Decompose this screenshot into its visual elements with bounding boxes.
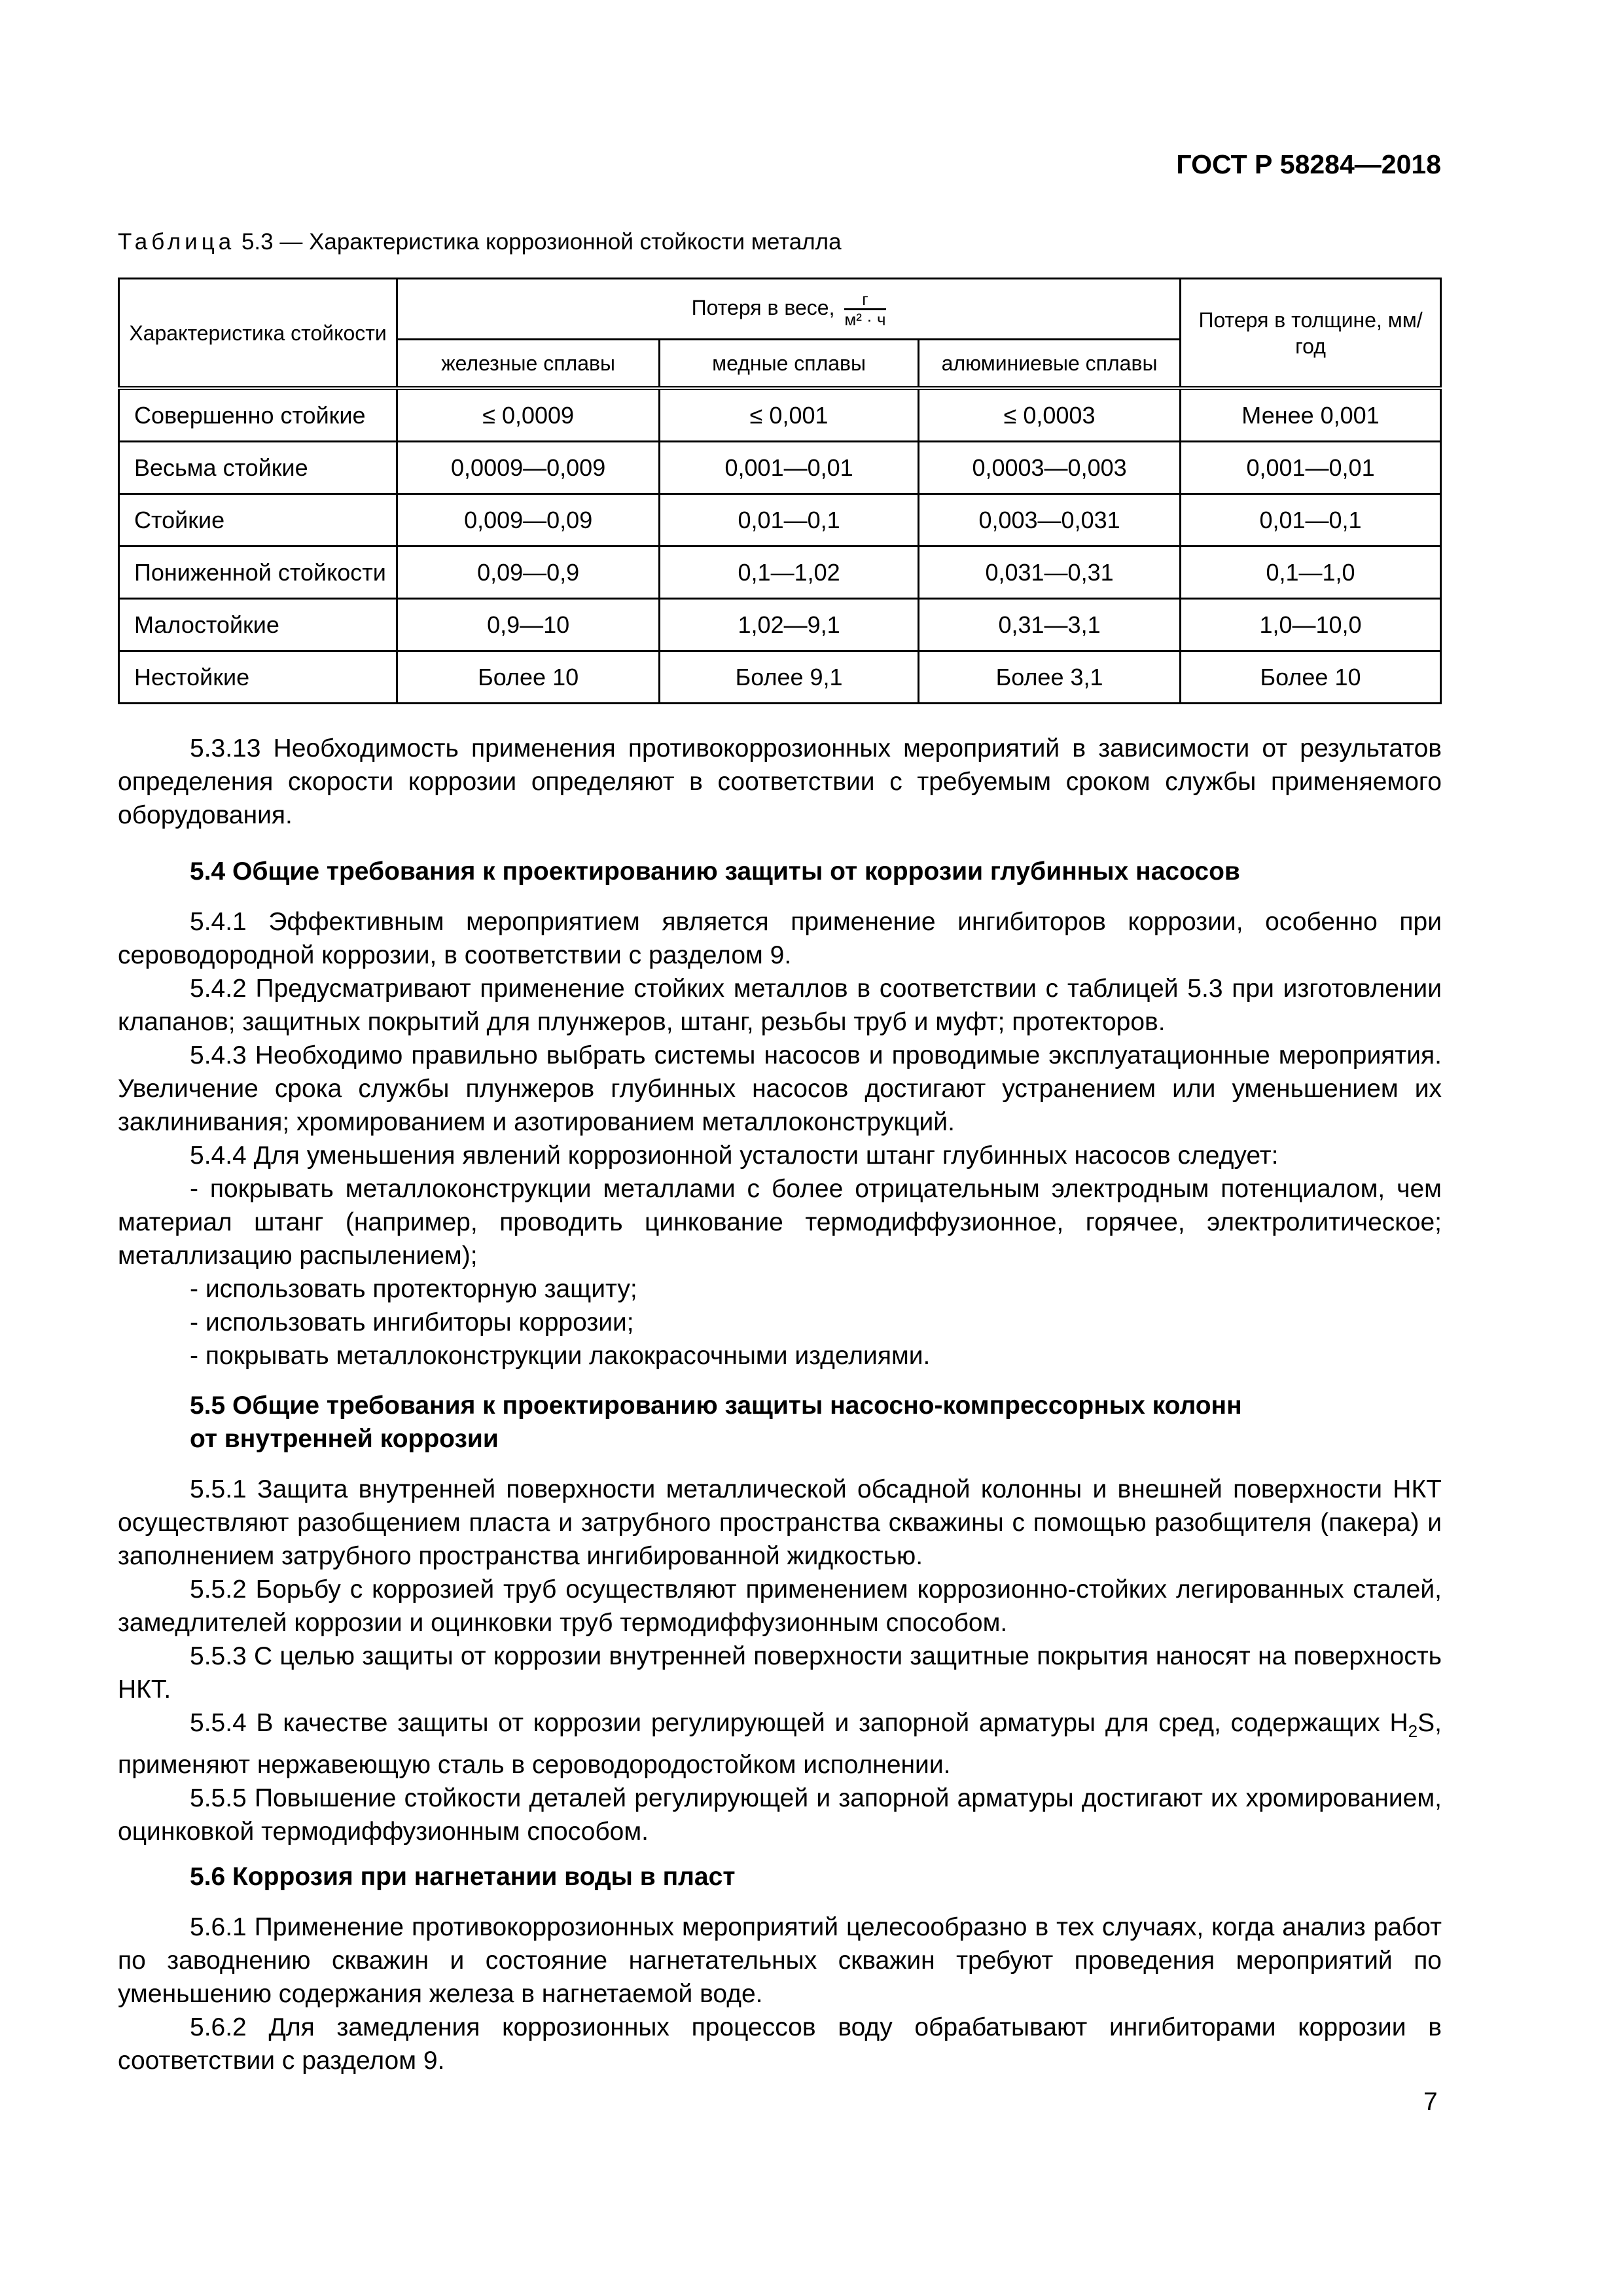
paragraph: 5.6.2 Для замедления коррозионных процессов воду обрабатывают ингибиторами коррозии в соответствии с разделом 9. [118,2013,1442,2075]
table-row [119,599,1441,651]
cell: 0,009—0,09 [397,494,660,547]
header-weight-loss [397,279,1181,340]
cell: 0,1—1,02 [660,547,919,599]
corrosion-resistance-table [118,278,1442,704]
cell: 0,31—3,1 [919,599,1181,651]
subheader-aluminium: алюминиевые сплавы [919,340,1181,389]
cell: 0,0009—0,009 [397,442,660,494]
cell: ≤ 0,0009 [397,388,660,442]
cell: 1,0—10,0 [1181,599,1441,651]
section-5-4 [118,855,1442,1372]
subscript: 2 [1408,1721,1418,1741]
cell: Пониженной стойкости [119,547,397,599]
section-5-5 [118,1389,1442,1848]
document-code: ГОСТ Р 58284—2018 [1176,149,1441,179]
section-heading: 5.4 Общие требования к проектированию защиты от коррозии глубинных насосов [190,857,1240,886]
table-row [119,388,1441,442]
paragraph-text: 5.5.4 В качестве защиты от коррозии регулирующей и запорной арматуры для сред, содержащих H [190,1709,1408,1737]
cell: Малостойкие [119,599,397,651]
header-weight-loss-label: Потеря в весе, [691,295,835,319]
unit-numerator: г [844,290,885,310]
cell: 0,01—0,1 [660,494,919,547]
list-item: - покрывать металлоконструкции металлами с более отрицательным электродным потенциалом, чем материал штанг (например, проводить цинкование термодиффузионное, горячее, электролитическое; металлизацию распылением); [118,1175,1442,1270]
paragraph: 5.4.4 Для уменьшения явлений коррозионной усталости штанг глубинных насосов следует: [190,1141,1279,1170]
cell: Весьма стойкие [119,442,397,494]
list-item: - покрывать металлоконструкции лакокрасочными изделиями. [190,1342,931,1370]
cell: 0,01—0,1 [1181,494,1441,547]
paragraph: 5.3.13 Необходимость применения противокоррозионных мероприятий в зависимости от результатов определения скорости коррозии определяют в соответствии с требуемым сроком службы применяемого оборудования. [118,734,1442,829]
section-heading-cont: от внутренней коррозии [190,1425,499,1453]
table-row [119,442,1441,494]
section-heading: 5.6 Коррозия при нагнетании воды в пласт [190,1863,736,1891]
list-item: - использовать ингибиторы коррозии; [190,1308,634,1336]
cell: 0,001—0,01 [660,442,919,494]
subheader-copper: медные сплавы [660,340,919,389]
cell: Более 10 [397,651,660,704]
cell: Стойкие [119,494,397,547]
header-thickness-loss: Потеря в толщине, мм/год [1181,279,1441,389]
cell: Нестойкие [119,651,397,704]
unit-fraction [844,290,885,329]
cell: 0,09—0,9 [397,547,660,599]
cell: 0,0003—0,003 [919,442,1181,494]
table-row [119,651,1441,704]
cell: Менее 0,001 [1181,388,1441,442]
section-5-3-13 [118,732,1442,832]
paragraph: 5.6.1 Применение противокоррозионных мероприятий целесообразно в тех случаях, когда анализ работ по заводнению скважин и состояние нагнетательных скважин требуют проведения мероприятий по уменьшению содержания железа в нагнетаемой воде. [118,1913,1442,2008]
paragraph: 5.5.5 Повышение стойкости деталей регулирующей и запорной арматуры достигают их хромированием, оцинковкой термодиффузионным способом. [118,1784,1442,1846]
table-row [119,547,1441,599]
paragraph: 5.4.2 Предусматривают применение стойких металлов в соответствии с таблицей 5.3 при изготовлении клапанов; защитных покрытий для плунжеров, штанг, резьбы труб и муфт; протекторов. [118,975,1442,1036]
cell: 0,001—0,01 [1181,442,1441,494]
paragraph-text: S, применяют нержавеющую сталь в сероводородостойком исполнении. [118,1709,1442,1779]
cell: 0,003—0,031 [919,494,1181,547]
cell: 1,02—9,1 [660,599,919,651]
cell: Более 10 [1181,651,1441,704]
list-item: - использовать протекторную защиту; [190,1275,637,1303]
cell: 0,9—10 [397,599,660,651]
table-caption-text: 5.3 — Характеристика коррозионной стойкости металла [241,229,842,255]
paragraph: 5.4.3 Необходимо правильно выбрать системы насосов и проводимые эксплуатационные мероприятия. Увеличение срока службы плунжеров глубинных насосов достигают устранением или уменьшением их заклинивания; хромированием и азотированием металлоконструкций. [118,1041,1442,1136]
page-number: 7 [1423,2088,1438,2116]
paragraph [118,1706,1442,1782]
cell: Более 3,1 [919,651,1181,704]
unit-denominator: м² · ч [844,309,886,329]
table-caption [118,229,842,255]
section-heading: 5.5 Общие требования к проектированию защиты насосно-компрессорных колонн [190,1391,1242,1420]
cell: ≤ 0,001 [660,388,919,442]
paragraph: 5.5.3 С целью защиты от коррозии внутренней поверхности защитные покрытия наносят на поверхность НКТ. [118,1642,1442,1704]
cell: ≤ 0,0003 [919,388,1181,442]
table-caption-word: Таблица [118,229,236,255]
cell: 0,031—0,31 [919,547,1181,599]
cell: Более 9,1 [660,651,919,704]
cell: 0,1—1,0 [1181,547,1441,599]
subheader-iron: железные сплавы [397,340,660,389]
paragraph: 5.4.1 Эффективным мероприятием является применение ингибиторов коррозии, особенно при сероводородной коррозии, в соответствии с разделом 9. [118,908,1442,969]
paragraph: 5.5.1 Защита внутренней поверхности металлической обсадной колонны и внешней поверхности НКТ осуществляют разобщением пласта и затрубного пространства скважины с помощью разобщителя (пакера) и заполнением затрубного пространства ингибированной жидкостью. [118,1475,1442,1570]
cell: Совершенно стойкие [119,388,397,442]
header-characteristic: Характеристика стойкости [119,279,397,389]
table-row [119,494,1441,547]
section-5-6 [118,1860,1442,2077]
paragraph: 5.5.2 Борьбу с коррозией труб осуществляют применением коррозионно-стойких легированных сталей, замедлителей коррозии и оцинковки труб термодиффузионным способом. [118,1575,1442,1637]
